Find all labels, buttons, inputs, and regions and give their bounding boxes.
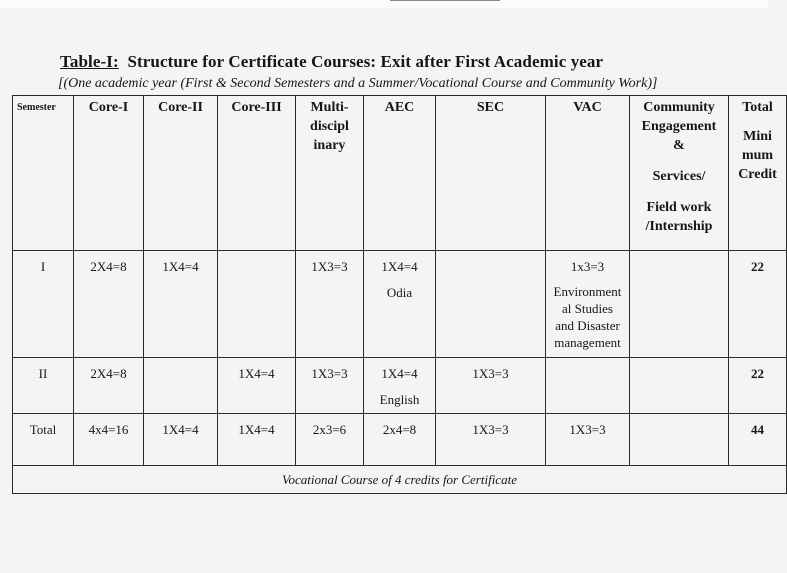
row-1-vac-subject: Environment al Studies and Disaster management (553, 284, 622, 350)
credit-structure-table (12, 95, 787, 494)
row-total-semester: Total (13, 414, 74, 466)
header-community-engagement: Community Engagement & Services/ Field work /Internship (630, 96, 729, 251)
row-total-multidisciplinary: 2x3=6 (296, 414, 364, 466)
table-title (60, 52, 603, 72)
header-row (13, 96, 787, 251)
row-1-multidisciplinary: 1X3=3 (296, 251, 364, 358)
row-2-aec-subject: English (379, 392, 420, 407)
row-total-aec: 2x4=8 (364, 414, 436, 466)
header-semester: Semester (13, 96, 74, 251)
row-2-community (630, 358, 729, 414)
row-2-multidisciplinary: 1X3=3 (296, 358, 364, 414)
row-2-core-2 (144, 358, 218, 414)
header-core-3: Core-III (218, 96, 296, 251)
row-2-core-3: 1X4=4 (218, 358, 296, 414)
table-title-label: Table-I: (60, 52, 119, 71)
header-total-minimum-credit: Total Mini mum Credit (729, 96, 787, 251)
header-core-2: Core-II (144, 96, 218, 251)
row-total-core-2: 1X4=4 (144, 414, 218, 466)
row-2-total: 22 (729, 358, 787, 414)
row-1-community (630, 251, 729, 358)
row-1-vac: 1x3=3 Environment al Studies and Disaster management (546, 251, 630, 358)
row-total-core-3: 1X4=4 (218, 414, 296, 466)
table-title-text: Structure for Certificate Courses: Exit after First Academic year (127, 52, 604, 71)
row-2-aec: 1X4=4 English (364, 358, 436, 414)
row-1-aec: 1X4=4 Odia (364, 251, 436, 358)
row-2-core-1: 2X4=8 (74, 358, 144, 414)
row-total-vac: 1X3=3 (546, 414, 630, 466)
row-1-aec-subject: Odia (386, 285, 413, 300)
row-total-sec: 1X3=3 (436, 414, 546, 466)
row-2-semester: II (13, 358, 74, 414)
vocational-course-note: Vocational Course of 4 credits for Certificate (13, 466, 787, 494)
row-2-vac (546, 358, 630, 414)
header-aec: AEC (364, 96, 436, 251)
row-1-core-2: 1X4=4 (144, 251, 218, 358)
header-vac: VAC (546, 96, 630, 251)
row-1-sec (436, 251, 546, 358)
footer-row (13, 466, 787, 494)
header-multidisciplinary: Multi- discipl inary (296, 96, 364, 251)
paper-fold-line (390, 0, 500, 1)
row-1-core-1: 2X4=8 (74, 251, 144, 358)
row-1-total: 22 (729, 251, 787, 358)
page-edge (0, 0, 768, 8)
row-2-sec: 1X3=3 (436, 358, 546, 414)
row-total-community (630, 414, 729, 466)
table-subtitle: [(One academic year (First & Second Semesters and a Summer/Vocational Course and Community Work)] (58, 76, 658, 91)
table-row (13, 358, 787, 414)
header-sec: SEC (436, 96, 546, 251)
row-1-semester: I (13, 251, 74, 358)
row-total-total: 44 (729, 414, 787, 466)
table-row (13, 414, 787, 466)
header-core-1: Core-I (74, 96, 144, 251)
row-1-core-3 (218, 251, 296, 358)
table-row (13, 251, 787, 358)
row-total-core-1: 4x4=16 (74, 414, 144, 466)
